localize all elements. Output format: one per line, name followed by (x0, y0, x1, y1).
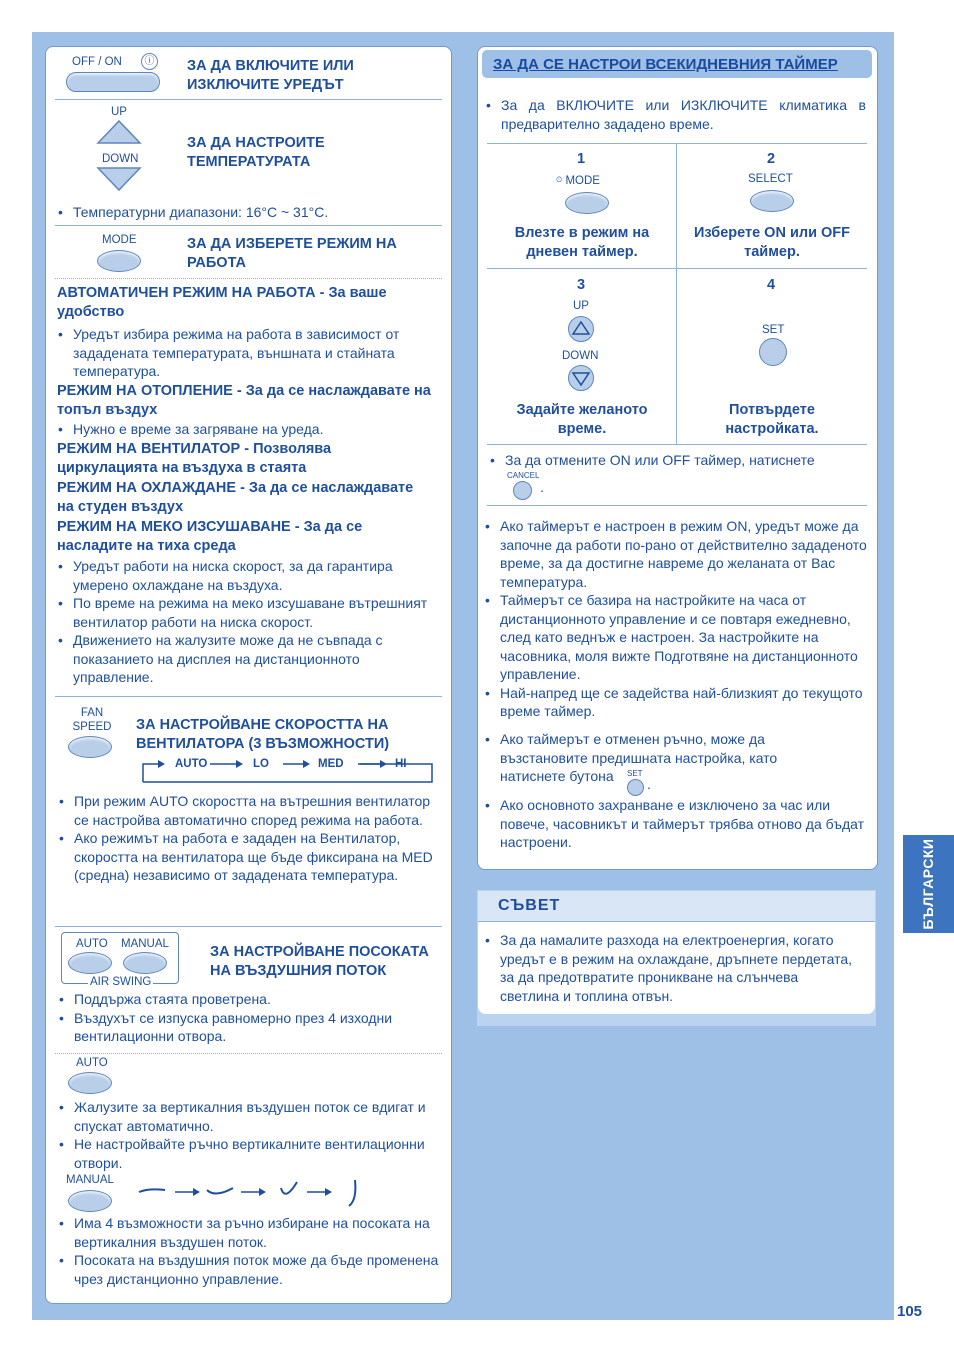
up-arrow-icon (569, 317, 593, 341)
list-item: • Жалузите за вертикалния въздушен поток се вдигат и спускат автоматично. (57, 1098, 442, 1135)
divider (487, 505, 867, 506)
list-item: • За да ВКЛЮЧИТЕ или ИЗКЛЮЧИТЕ климатика в предварително зададено време. (484, 96, 866, 133)
power-icon: ⓘ (141, 53, 158, 70)
grid-divider (676, 143, 677, 444)
list-item: • Ако таймерът е настроен в режим ON, уредът може да започне да работи по-рано от действително зададеното време, за да достигне навреме до желаната от Вас температура. (483, 517, 868, 591)
tip-list (483, 931, 853, 1005)
list-item: • Ако таймерът е отменен ръчно, може да възстановите предишната настройка, като натиснете бутона (483, 730, 803, 786)
list-item: • Движението на жалузите може да не съвпада с показанието на дисплея на дистанционното управление. (56, 631, 434, 687)
step-1-text: Влезте в режим на дневен таймер. (514, 225, 650, 260)
tip-title: СЪВЕТ (498, 897, 561, 914)
fan-title: ЗА НАСТРОЙВАНЕ СКОРОСТТА НА ВЕНТИЛАТОРА (3 ВЪЗМОЖНОСТИ) (136, 717, 390, 752)
list-item: • Не настройвайте ръчно вертикалните вентилационни отвори. (57, 1135, 442, 1172)
step-3-up-button[interactable] (568, 316, 594, 342)
list-item: • По време на режима на меко изсушаване вътрешният вентилатор работи на ниска скорост. (56, 594, 434, 631)
step-3-up-label: UP (573, 300, 589, 312)
manual-button[interactable] (68, 1190, 112, 1212)
step-4-text: Потвърдете настройката. (725, 402, 819, 437)
set-button-inline[interactable] (627, 779, 644, 796)
auto-mode-list (56, 325, 434, 381)
step-2-select-button[interactable] (750, 190, 794, 212)
cool-mode-heading: РЕЖИМ НА ОХЛАЖДАНЕ - За да се наслаждавате на студен въздух (57, 480, 414, 515)
list-item: • Въздухът се изпуска равномерно през 4 изходни вентилационни отвора. (57, 1009, 437, 1046)
air-swing-label: AIR SWING (90, 976, 152, 988)
fan-speed-label: FAN SPEED (72, 707, 112, 733)
swing-manual-button[interactable] (123, 952, 167, 974)
cancel-period: . (540, 479, 544, 495)
step-2-button-label: SELECT (748, 173, 793, 185)
step-3-down-button[interactable] (568, 365, 594, 391)
list-item: • Уредът работи на ниска скорост, за да гарантира умерено охлаждане на въздуха. (56, 557, 434, 594)
list-item: • За да намалите разхода на електроенергия, когато уредът е в режим на охлаждане, дръпнете пердетата, за да предотвратите проникване на слънчева светлина и топлина отвън. (483, 931, 853, 1005)
swing-auto-button[interactable] (68, 952, 112, 974)
fan-mode-heading: РЕЖИМ НА ВЕНТИЛАТОР - Позволява циркулацията на въздуха в стаята (57, 441, 332, 476)
divider (487, 268, 867, 269)
dry-mode-heading: РЕЖИМ НА МЕКО ИЗСУШАВАНЕ - За да се насладите на тиха среда (57, 519, 363, 554)
manual-swing-list (57, 1214, 442, 1288)
clock-icon: ⏲ (556, 175, 563, 184)
set-label: SET (627, 769, 643, 778)
off-on-button-label: OFF / ON (72, 56, 122, 68)
fan-speed-button[interactable] (68, 736, 112, 758)
swing-list (57, 990, 437, 1046)
mode-button-label: MODE (102, 234, 137, 246)
auto-swing-list (57, 1098, 442, 1172)
list-item: • При режим AUTO скоростта на вътрешния вентилатор се настройва автоматично според режима на работа. (57, 792, 435, 829)
cancel-button[interactable] (513, 481, 532, 500)
divider (487, 444, 867, 445)
divider (55, 696, 442, 697)
step-4-set-button[interactable] (759, 338, 787, 366)
restore-period: . (647, 776, 651, 792)
dry-mode-list (56, 557, 434, 687)
off-on-button[interactable] (66, 72, 160, 92)
step-1-mode-button[interactable] (565, 192, 609, 214)
heat-mode-heading: РЕЖИМ НА ОТОПЛЕНИЕ - За да се наслаждавате на топъл въздух (57, 383, 431, 418)
auto-mode-heading: АВТОМАТИЧЕН РЕЖИМ НА РАБОТА - За ваше удобство (57, 285, 387, 320)
list-item: • Температурни диапазони: 16°C ~ 31°C. (56, 203, 436, 222)
list-item: • За да отмените ON или OFF таймер, натиснете (488, 451, 864, 470)
mode-button[interactable] (97, 250, 141, 272)
list-item: • Най-напред ще се задейства най-близкият до текущото време таймер. (483, 684, 868, 721)
cancel-list (488, 451, 864, 470)
fan-auto: AUTO (175, 758, 208, 770)
swing-auto-label: AUTO (76, 938, 108, 950)
list-item: • Поддържа стаята проветрена. (57, 990, 437, 1009)
list-item: • Има 4 възможности за ръчно избиране на посоката на вертикалния въздушен поток. (57, 1214, 442, 1251)
cancel-label: CANCEL (507, 471, 540, 480)
timer-notes (483, 517, 868, 721)
divider (55, 99, 442, 100)
timer-intro-list (484, 96, 866, 133)
step-4-number: 4 (767, 277, 776, 293)
divider (55, 225, 442, 226)
language-tab-label: БЪЛГАРСКИ (920, 838, 936, 930)
louver-positions-icon (135, 1176, 365, 1210)
list-item: • Ако основното захранване е изключено за час или повече, часовникът и таймерът трябва отново да бъдат настроени. (483, 796, 868, 852)
timer-title: ЗА ДА СЕ НАСТРОИ ВСЕКИДНЕВНИЯ ТАЙМЕР (493, 56, 838, 73)
divider (55, 926, 442, 927)
step-4-button-label: SET (762, 324, 785, 336)
timer-notes-power (483, 796, 868, 852)
down-label: DOWN (102, 153, 139, 165)
heat-mode-list (56, 420, 434, 439)
temp-range-list (56, 203, 436, 222)
up-label: UP (111, 106, 127, 118)
page-number: 105 (897, 1303, 923, 1320)
temp-title: ЗА ДА НАСТРОИТЕ ТЕМПЕРАТУРАТА (187, 135, 325, 170)
swing-title: ЗА НАСТРОЙВАНЕ ПОСОКАТА НА ВЪЗДУШНИЯ ПОТОК (210, 944, 429, 979)
timer-notes-restore (483, 730, 803, 786)
step-1-btn: MODE (565, 175, 600, 187)
list-item: • Таймерът се базира на настройките на часа от дистанционното управление и се повтаря ежедневно, след като веднъж е настроен. За настройките на часовника, моля вижте Подготвяне на дистанционното управление. (483, 591, 868, 684)
divider (55, 278, 442, 279)
step-2-text: Изберете ON или OFF таймер. (693, 225, 851, 260)
onoff-title: ЗА ДА ВКЛЮЧИТЕ ИЛИ ИЗКЛЮЧИТЕ УРЕДЪТ (187, 58, 354, 93)
divider (487, 143, 867, 144)
divider (55, 1053, 442, 1054)
manual-label: MANUAL (66, 1174, 114, 1186)
step-2-number: 2 (767, 151, 776, 167)
step-1-number: 1 (577, 151, 586, 167)
fan-lo: LO (253, 758, 269, 770)
step-3-down-label: DOWN (562, 350, 599, 362)
list-item: • Уредът избира режима на работа в зависимост от зададената температурата, външната и стайната температура. (56, 325, 434, 381)
swing-manual-label: MANUAL (121, 938, 169, 950)
list-item: • Нужно е време за загряване на уреда. (56, 420, 434, 439)
list-item: • Ако режимът на работа е зададен на Вентилатор, скоростта на вентилатора ще бъде фиксирана на MED (средна) независимо от зададената температура. (57, 829, 435, 885)
step-3-text: Задайте желаното време. (516, 402, 648, 437)
temp-down-button[interactable] (96, 166, 142, 192)
list-item: • Посоката на въздушния поток може да бъде променена чрез дистанционно управление. (57, 1251, 442, 1288)
down-arrow-icon (569, 366, 593, 390)
temp-up-button[interactable] (96, 119, 142, 145)
auto-label: AUTO (76, 1057, 108, 1069)
mode-title: ЗА ДА ИЗБЕРЕТЕ РЕЖИМ НА РАБОТА (187, 236, 397, 271)
fan-hi: HI (395, 758, 407, 770)
fan-med: MED (318, 758, 344, 770)
step-3-number: 3 (577, 277, 586, 293)
step-1-button-label (556, 175, 600, 187)
fan-list (57, 792, 435, 885)
auto-button[interactable] (68, 1072, 112, 1094)
